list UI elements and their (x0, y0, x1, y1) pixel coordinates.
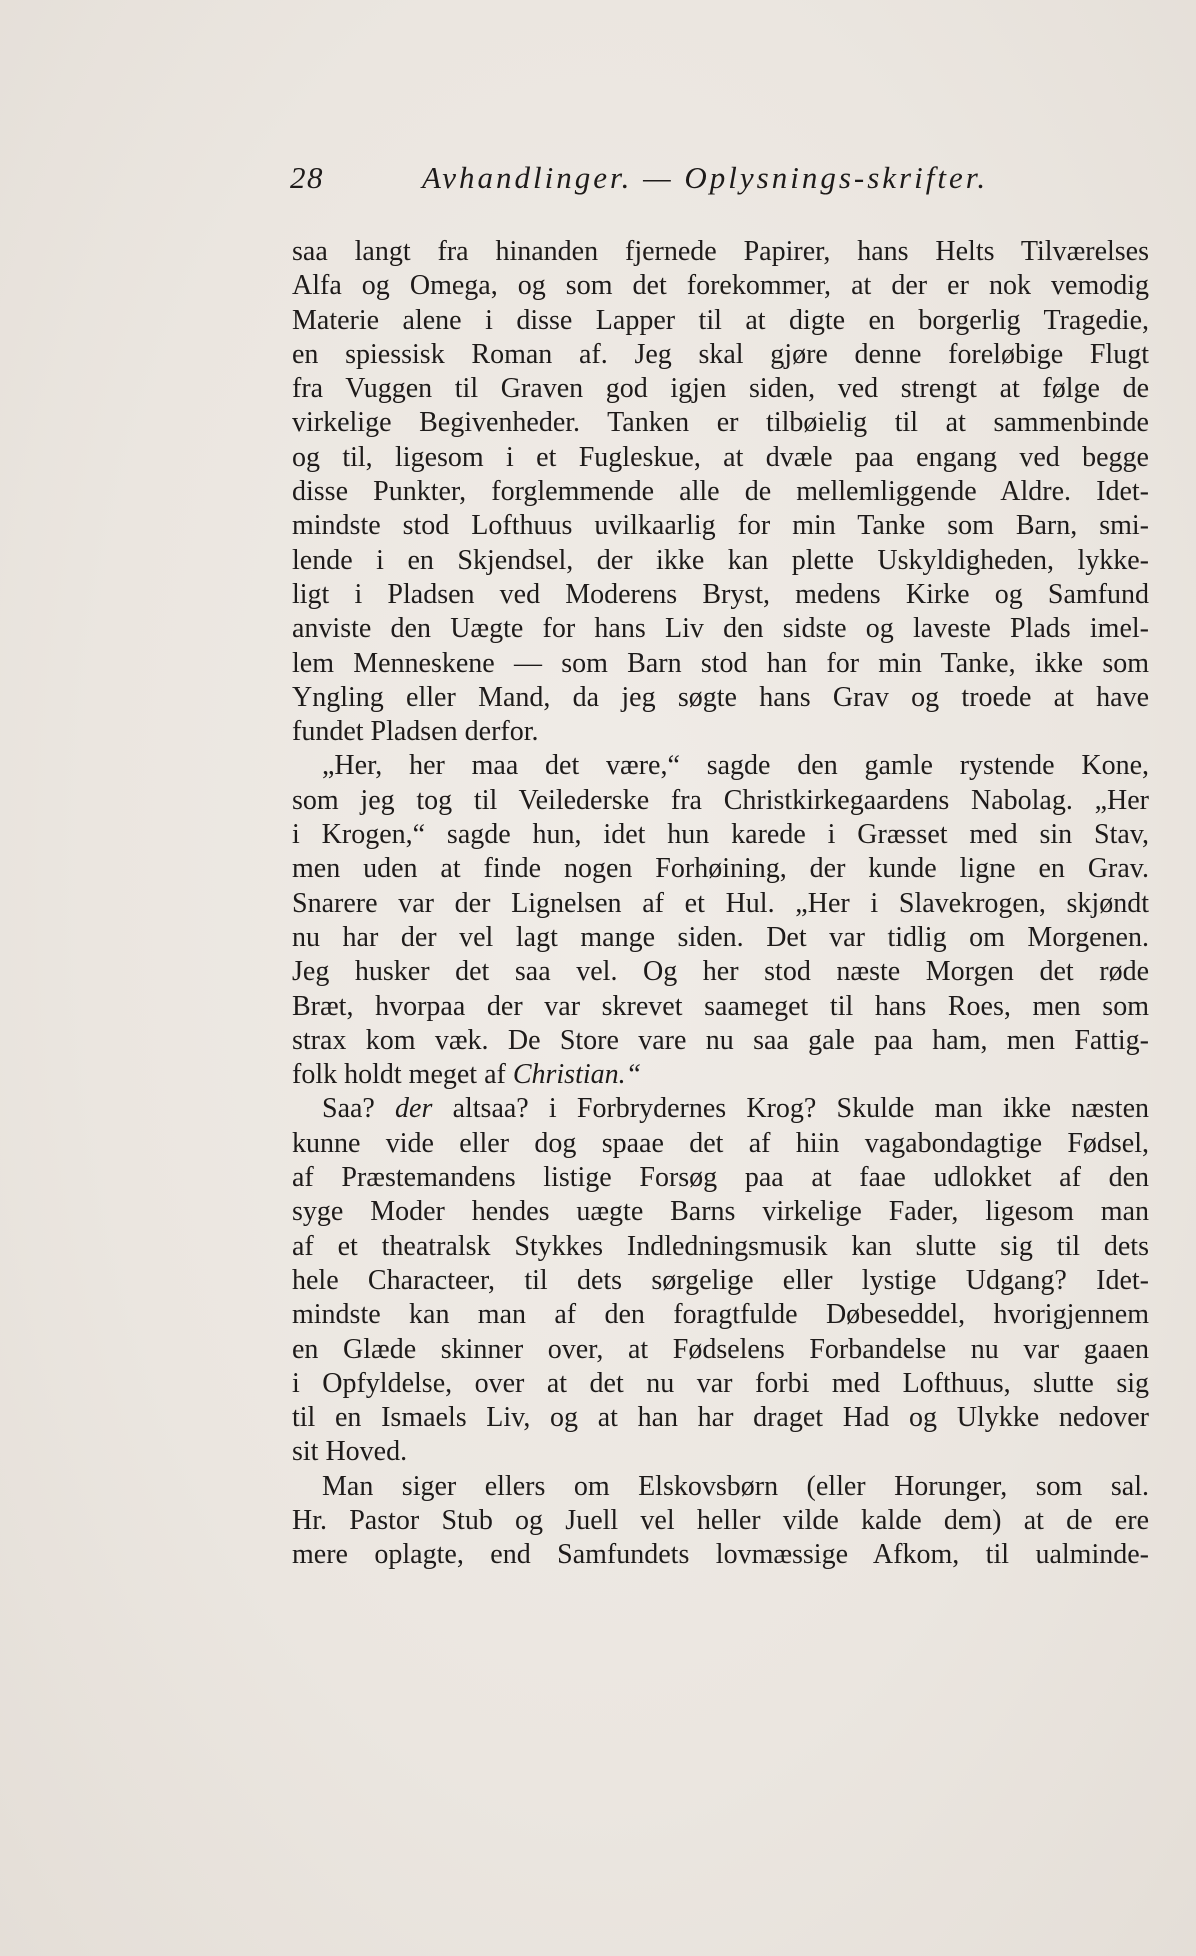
text-line: Materie alene i disse Lapper til at digte en borgerlig Tragedie, (292, 304, 1149, 336)
text-line: hele Characteer, til dets sørgelige eller lystige Udgang? Idet- (292, 1264, 1149, 1296)
text-line: mindste stod Lofthuus uvilkaarlig for min Tanke som Barn, smi- (292, 510, 1149, 542)
text-line: „Her, her maa det være,“ sagde den gamle rystende Kone, (322, 750, 1149, 782)
text-line: Yngling eller Mand, da jeg søgte hans Grav og troede at have (292, 681, 1149, 713)
text-line: virkelige Begivenheder. Tanken er tilbøielig til at sammenbinde (292, 407, 1149, 439)
text-segment: folk holdt meget af (292, 1059, 506, 1091)
italic-word: der (395, 1093, 433, 1125)
text-line: syge Moder hendes uægte Barns virkelige Fader, ligesom man (292, 1196, 1149, 1228)
text-line: lende i en Skjendsel, der ikke kan plette Uskyldigheden, lykke- (292, 544, 1149, 576)
text-line: Hr. Pastor Stub og Juell vel heller vilde kalde dem) at de ere (292, 1504, 1149, 1536)
text-line: en spiessisk Roman af. Jeg skal gjøre denne foreløbige Flugt (292, 338, 1149, 370)
text-line: mindste kan man af den foragtfulde Døbeseddel, hvorigjennem (292, 1299, 1149, 1331)
text-line: Snarere var der Lignelsen af et Hul. „Her i Slavekrogen, skjøndt (292, 887, 1149, 919)
text-line: en Glæde skinner over, at Fødselens Forbandelse nu var gaaen (292, 1333, 1149, 1365)
text-line: sit Hoved. (292, 1436, 408, 1468)
text-line: men uden at finde nogen Forhøining, der kunde ligne en Grav. (292, 853, 1149, 885)
text-line: strax kom væk. De Store vare nu saa gale paa ham, men Fattig- (292, 1024, 1149, 1056)
page-header (290, 160, 1150, 204)
text-line (292, 1058, 1149, 1092)
text-line: ligt i Pladsen ved Moderens Bryst, medens Kirke og Samfund (292, 578, 1149, 610)
text-line: til en Ismaels Liv, og at han har draget Had og Ulykke nedover (292, 1402, 1149, 1434)
text-line (292, 1092, 1149, 1126)
text-line: Man siger ellers om Elskovsbørn (eller Horunger, som sal. (322, 1470, 1149, 1502)
text-segment: Saa? (322, 1093, 375, 1125)
text-line: Jeg husker det saa vel. Og her stod næste Morgen det røde (292, 956, 1149, 988)
text-line: i Opfyldelse, over at det nu var forbi med Lofthuus, slutte sig (292, 1367, 1149, 1399)
text-line: mere oplagte, end Samfundets lovmæssige Afkom, til ualminde- (292, 1539, 1149, 1571)
text-line: anviste den Uægte for hans Liv den sidste og laveste Plads imel- (292, 613, 1149, 645)
text-line: disse Punkter, forglemmende alle de mellemliggende Aldre. Idet- (292, 476, 1149, 508)
text-line: fundet Pladsen derfor. (292, 716, 539, 748)
text-line: af et theatralsk Stykkes Indledningsmusik kan slutte sig til dets (292, 1230, 1149, 1262)
italic-name: Christian.“ (512, 1059, 642, 1091)
text-line: lem Menneskene — som Barn stod han for min Tanke, ikke som (292, 647, 1149, 679)
body-text (292, 235, 1149, 1573)
text-segment: altsaa? (452, 1093, 529, 1125)
text-line: i Krogen,“ sagde hun, idet hun karede i Græsset med sin Stav, (292, 819, 1149, 851)
text-line: Alfa og Omega, og som det forekommer, at der er nok vemodig (292, 270, 1149, 302)
text-line: af Præstemandens listige Forsøg paa at faae udlokket af den (292, 1162, 1149, 1194)
text-line: nu har der vel lagt mange siden. Det var tidlig om Morgenen. (292, 921, 1149, 953)
text-line: Bræt, hvorpaa der var skrevet saameget til hans Roes, men som (292, 990, 1149, 1022)
text-line: fra Vuggen til Graven god igjen siden, ved strengt at følge de (292, 373, 1149, 405)
page-number: 28 (290, 160, 324, 195)
text-line: og til, ligesom i et Fugleskue, at dvæle paa engang ved begge (292, 441, 1149, 473)
text-line: saa langt fra hinanden fjernede Papirer, hans Helts Tilværelses (292, 236, 1149, 267)
text-segment: i Forbrydernes Krog? Skulde man ikke næsten (548, 1093, 1150, 1125)
text-line: som jeg tog til Veilederske fra Christkirkegaardens Nabolag. „Her (292, 784, 1149, 816)
running-title: Avhandlinger. — Oplysnings-skrifter. (422, 160, 989, 195)
text-line: kunne vide eller dog spaae det af hiin vagabondagtige Fødsel, (292, 1127, 1149, 1159)
